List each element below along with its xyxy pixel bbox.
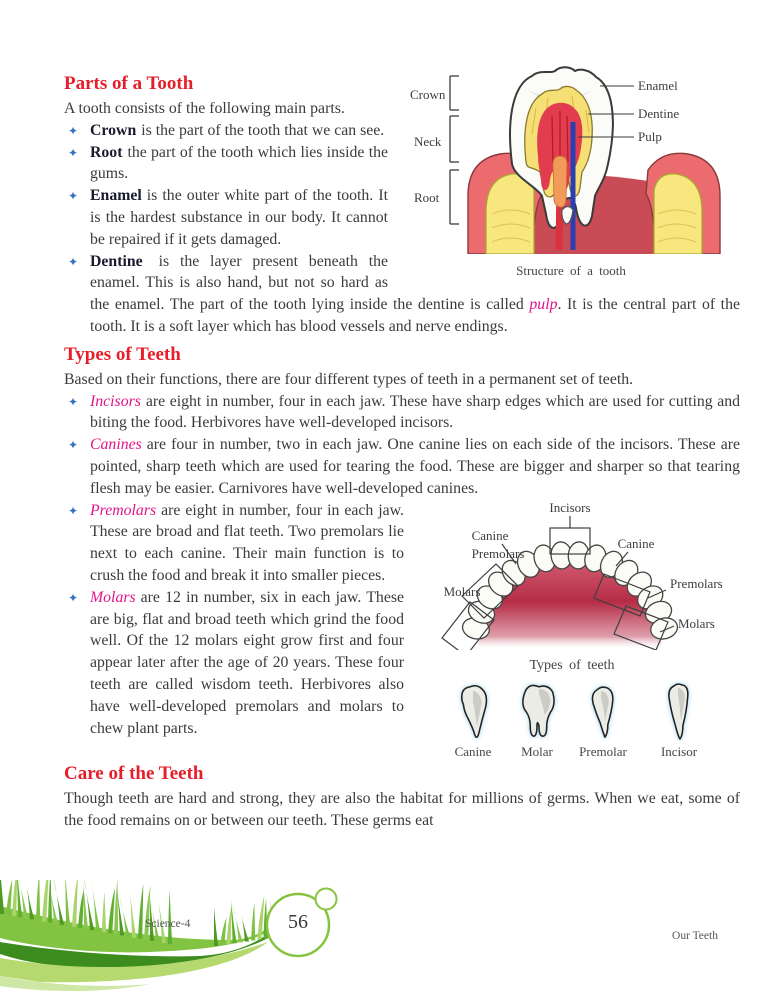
chapter-title: Our Teeth	[672, 930, 718, 942]
types-intro: Based on their functions, there are four different types of teeth in a permanent set of teeth.	[64, 370, 634, 388]
dentine-term: Dentine	[90, 252, 143, 270]
diamond-bullet-icon: ✦	[68, 394, 79, 409]
incisors-text: are eight in number, four in each jaw. These have sharp edges which are used for cutting and biting the food. Herbivores have well-developed incisors.	[90, 392, 740, 432]
molar-example-label: Molar	[521, 744, 553, 760]
diamond-bullet-icon: ✦	[68, 254, 79, 269]
bullet-molars	[64, 587, 740, 740]
diamond-bullet-icon: ✦	[68, 189, 79, 204]
root-term: Root	[90, 143, 123, 161]
arch-caption: Types of teeth	[529, 658, 615, 674]
crown-label: Crown	[410, 87, 446, 102]
bullet-incisors	[64, 391, 740, 435]
crown-text: is the part of the tooth that we can see.	[141, 121, 385, 139]
bullet-enamel	[64, 185, 740, 250]
parts-heading: Parts of a Tooth	[64, 73, 194, 94]
root-label: Root	[414, 190, 440, 205]
canines-text: are four in number, two in each jaw. One canine lies on each side of the incisors. These are pointed, sharp teeth which are used for tearing the food. These are bigger and sharper so that tearing flesh may be easier. Carnivores have well-developed canines.	[90, 436, 740, 497]
pulp-label: Pulp	[638, 129, 662, 144]
crown-term: Crown	[90, 121, 137, 139]
diamond-bullet-icon: ✦	[68, 590, 79, 605]
incisors-arch-label: Incisors	[549, 499, 591, 515]
premolars-left-label: Premolars	[471, 545, 525, 561]
pulp-highlight: pulp	[529, 296, 558, 314]
care-text: Though teeth are hard and strong, they are also the habitat for millions of germs. When we eat, some of the food remains on or between our teeth. These germs eat	[64, 790, 740, 830]
parts-intro: A tooth consists of the following main parts.	[64, 100, 345, 117]
dentine-text-after: . It is the central part of the tooth. It is a soft layer which has blood vessels and nerve endings.	[90, 296, 740, 335]
incisors-term: Incisors	[90, 392, 141, 410]
enamel-text: is the outer white part of the tooth. It is the hardest substance in our body. It cannot be repaired if it gets damaged.	[90, 187, 388, 248]
molars-text: are 12 in number, six in each jaw. These are big, flat and broad teeth which grind the food well. Of the 12 molars eight grow first and four appear later after the age of 20 years. These four teeth are called wisdom teeth. Herbivores also have well-developed premolars and molars to chew plant parts.	[90, 588, 404, 737]
canines-term: Canines	[90, 436, 142, 454]
page-footer	[0, 880, 783, 1000]
bullet-premolars	[64, 500, 740, 587]
enamel-label: Enamel	[638, 78, 678, 93]
crown-bracket	[450, 76, 459, 110]
canine-example-label: Canine	[454, 744, 492, 760]
badge-small-circle	[316, 889, 337, 910]
dentine-label: Dentine	[638, 106, 680, 121]
bullet-root	[64, 142, 740, 186]
molars-right-label: Molars	[678, 615, 715, 631]
root-text: the part of the tooth which lies inside the gums.	[90, 143, 388, 183]
canine-left-label: Canine	[471, 527, 509, 543]
molars-left-label: Molars	[443, 583, 481, 599]
care-heading: Care of the Teeth	[64, 763, 204, 785]
enamel-term: Enamel	[90, 187, 142, 205]
premolars-right-label: Premolars	[670, 575, 723, 591]
tooth-structure-caption: Structure of a tooth	[516, 262, 626, 278]
diamond-bullet-icon: ✦	[68, 145, 79, 160]
molars-term: Molars	[90, 588, 136, 606]
premolars-term: Premolars	[90, 501, 157, 519]
bullet-dentine	[64, 251, 740, 338]
neck-label: Neck	[414, 134, 442, 149]
premolar-example-label: Premolar	[579, 744, 627, 760]
canine-right-label: Canine	[617, 535, 655, 551]
diamond-bullet-icon: ✦	[68, 123, 79, 138]
bullet-crown	[64, 120, 740, 142]
diamond-bullet-icon: ✦	[68, 438, 79, 453]
page-content	[64, 72, 740, 832]
premolars-text: are eight in number, four in each jaw. These are broad and flat teeth. Two premolars lie next to each canine. Their main function is to crush the food and break it into smaller pieces.	[90, 501, 404, 584]
incisor-example-label: Incisor	[660, 744, 698, 760]
care-section	[64, 762, 740, 832]
types-heading: Types of Teeth	[64, 343, 181, 365]
bullet-canines	[64, 434, 740, 499]
page-number: 56	[288, 911, 308, 933]
dentine-text-before: is the layer present beneath the enamel. This is also hand, but not so hard as the enamel. The part of the tooth lying inside the dentine is called	[90, 252, 530, 314]
diamond-bullet-icon: ✦	[68, 503, 79, 518]
book-title: Science-4	[145, 918, 191, 930]
